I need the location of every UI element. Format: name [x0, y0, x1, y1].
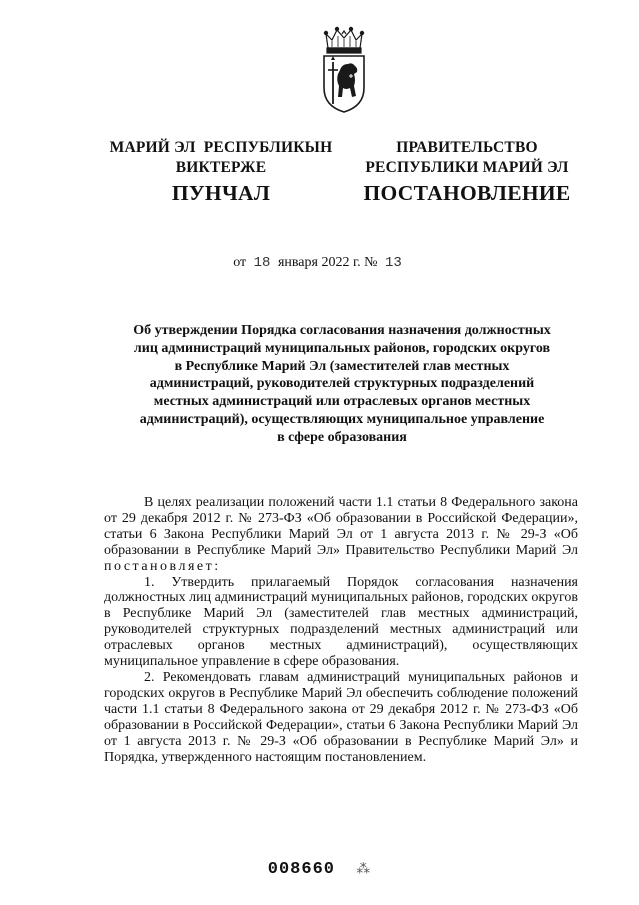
intro-text: В целях реализации положений части 1.1 статьи 8 Федерального закона от 29 декабря 2012 г. № 273-ФЗ «Об образовании в Российской Федерации», статьи 6 Закона Республики Марий Эл от 1 августа 2013 г. № 29-З «Об образовании в Республике Марий Эл» Правительство Республики Марий Эл: [104, 495, 578, 558]
title-line: администраций, руководителей структурных подразделений: [149, 376, 535, 392]
title-line: в сфере образования: [277, 429, 407, 445]
date-prefix: от: [233, 255, 247, 270]
item-1-paragraph: 1. Утвердить прилагаемый Порядок согласования назначения должностных лиц администраций муниципальных районов, городских округов в Республике Марий Эл (заместителей глав местных администраций, руководителей структурных подразделений местных администраций или отраслевых органов местных администраций), осуществляющих муниципальное управление в сфере образования.: [104, 574, 578, 670]
header-left-line2: ВИКТЕРЖЕ: [175, 159, 267, 176]
header-right-line2: РЕСПУБЛИКИ МАРИЙ ЭЛ: [365, 159, 569, 176]
doc-type-russian: ПОСТАНОВЛЕНИЕ: [363, 181, 571, 205]
date-day: 18: [253, 255, 271, 271]
serial-number: 008660: [267, 860, 335, 879]
title-line: лиц администраций муниципальных районов, городских округов: [133, 340, 551, 356]
header-left-block: [100, 138, 342, 178]
title-line: администраций), осуществляющих муниципальное управление: [139, 411, 545, 427]
date-month-year: января 2022 г. №: [277, 255, 378, 270]
document-body: [104, 495, 578, 765]
date-line: [0, 255, 639, 271]
title-line: Об утверждении Порядка согласования назначения должностных: [133, 323, 551, 338]
header-left-line1: МАРИЙ ЭЛ РЕСПУБЛИКЫН: [109, 139, 333, 156]
document-title: [100, 322, 584, 447]
coat-of-arms-icon: [318, 26, 370, 114]
decree-word: постановляет:: [104, 558, 221, 574]
document-number: 13: [384, 255, 402, 271]
item-2-paragraph: 2. Рекомендовать главам администраций муниципальных районов и городских округов в Республике Марий Эл обеспечить соблюдение положений части 1.1 статьи 8 Федерального закона от 29 декабря 2012 г. № 273-ФЗ «Об образовании в Российской Федерации», статьи 6 Закона Республики Марий Эл от 1 августа 2013 г. № 29-З «Об образовании в Республике Марий Эл» и Порядка, утвержденного настоящим постановлением.: [104, 669, 578, 765]
intro-paragraph: [104, 495, 578, 575]
serial-mark-icon: ⁂: [356, 862, 372, 878]
title-line: местных администраций или отраслевых органов местных: [153, 394, 531, 410]
header-right-line1: ПРАВИТЕЛЬСТВО: [396, 139, 538, 156]
header-right-block: [362, 138, 572, 178]
serial-number-block: [0, 860, 639, 879]
doc-type-mari: ПУНЧАЛ: [171, 181, 271, 205]
title-line: в Республике Марий Эл (заместителей глав местных: [174, 358, 510, 374]
